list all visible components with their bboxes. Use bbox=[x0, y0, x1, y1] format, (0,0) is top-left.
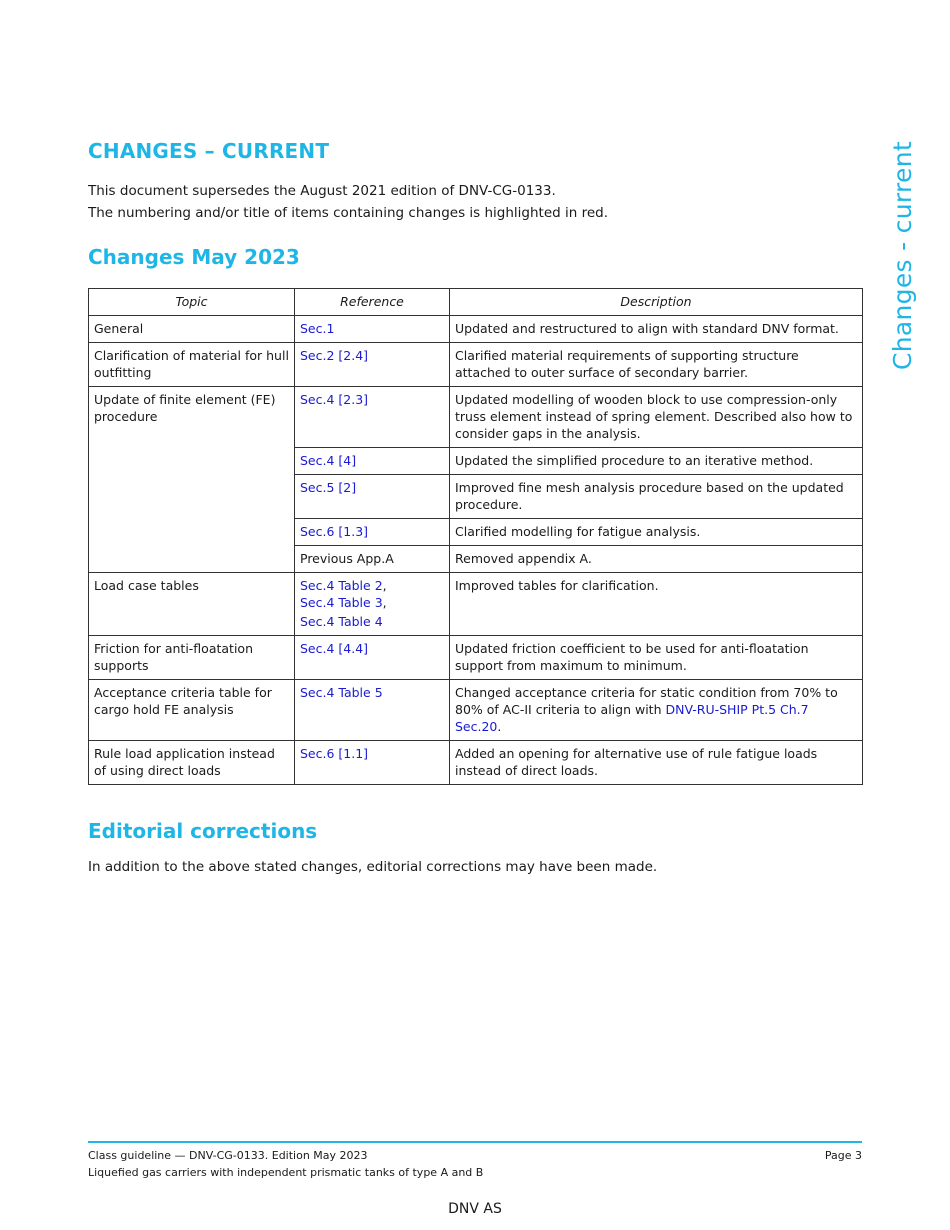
column-header-topic: Topic bbox=[89, 289, 295, 316]
description-cell: Clarified material requirements of supporting structure attached to outer surface of secondary barrier. bbox=[450, 343, 863, 387]
description-cell: Updated the simplified procedure to an iterative method. bbox=[450, 448, 863, 475]
reference-link[interactable]: Sec.4 Table 2 bbox=[300, 578, 383, 593]
intro-line-1: This document supersedes the August 2021 edition of DNV-CG-0133. bbox=[88, 183, 556, 199]
reference-link[interactable]: Sec.4 Table 5 bbox=[300, 685, 383, 700]
company-name: DNV AS bbox=[448, 1201, 502, 1217]
reference-link[interactable]: Sec.5 [2] bbox=[300, 480, 357, 495]
page-title: CHANGES – CURRENT bbox=[88, 139, 330, 163]
topic-cell: Update of finite element (FE) procedure bbox=[89, 387, 295, 448]
page-footer bbox=[88, 1147, 862, 1181]
topic-cell: General bbox=[89, 316, 295, 343]
description-cell: Clarified modelling for fatigue analysis. bbox=[450, 519, 863, 546]
description-cell: Updated friction coefficient to be used for anti-floatation support from maximum to minimum. bbox=[450, 636, 863, 680]
table-row bbox=[89, 636, 863, 680]
reference-text: Previous App.A bbox=[295, 546, 450, 573]
column-header-description: Description bbox=[450, 289, 863, 316]
intro-text bbox=[88, 180, 608, 224]
topic-cell: Rule load application instead of using direct loads bbox=[89, 741, 295, 785]
table-row bbox=[89, 519, 863, 546]
description-cell: Improved tables for clarification. bbox=[450, 573, 863, 636]
table-row bbox=[89, 680, 863, 741]
footer-divider bbox=[88, 1141, 862, 1143]
reference-link[interactable]: Sec.4 Table 4 bbox=[300, 614, 383, 629]
topic-cell: Acceptance criteria table for cargo hold FE analysis bbox=[89, 680, 295, 741]
description-text-end: . bbox=[497, 719, 502, 734]
table-row bbox=[89, 316, 863, 343]
changes-heading: Changes May 2023 bbox=[88, 245, 300, 269]
table-row: Load case tables Sec.4 Table 2, Sec.4 Table 3, Sec.4 Table 4 Improved tables for clarification. bbox=[89, 573, 863, 636]
rule-reference-link[interactable]: DNV-RU-SHIP Pt.5 Ch.7 Sec.20 bbox=[455, 702, 809, 734]
editorial-text: In addition to the above stated changes, editorial corrections may have been made. bbox=[88, 859, 658, 875]
table-row bbox=[89, 448, 863, 475]
reference-link[interactable]: Sec.4 Table 3 bbox=[300, 595, 383, 610]
footer-page-number: Page 3 bbox=[824, 1149, 862, 1162]
topic-cell-empty bbox=[89, 546, 295, 573]
side-section-label: Changes - current bbox=[888, 141, 917, 370]
footer-subtitle: Liquefied gas carriers with independent prismatic tanks of type A and B bbox=[88, 1166, 484, 1179]
description-cell: Removed appendix A. bbox=[450, 546, 863, 573]
table-row bbox=[89, 741, 863, 785]
reference-link[interactable]: Sec.4 [2.3] bbox=[300, 392, 369, 407]
description-text: Changed acceptance criteria for static condition from 70% to 80% of AC-II criteria to align with bbox=[455, 685, 838, 717]
column-header-reference: Reference bbox=[295, 289, 450, 316]
editorial-heading: Editorial corrections bbox=[88, 819, 318, 843]
topic-cell-empty bbox=[89, 475, 295, 519]
reference-link[interactable]: Sec.1 bbox=[300, 321, 335, 336]
reference-link[interactable]: Sec.4 [4.4] bbox=[300, 641, 369, 656]
description-cell: Improved fine mesh analysis procedure based on the updated procedure. bbox=[450, 475, 863, 519]
description-cell: Added an opening for alternative use of rule fatigue loads instead of direct loads. bbox=[450, 741, 863, 785]
description-cell: Updated and restructured to align with standard DNV format. bbox=[450, 316, 863, 343]
topic-cell: Load case tables bbox=[89, 573, 295, 636]
reference-link[interactable]: Sec.6 [1.1] bbox=[300, 746, 369, 761]
topic-cell-empty bbox=[89, 448, 295, 475]
table-row bbox=[89, 546, 863, 573]
topic-cell-empty bbox=[89, 519, 295, 546]
changes-table bbox=[88, 288, 863, 785]
description-cell: Updated modelling of wooden block to use compression-only truss element instead of spring element. Described also how to consider gaps in the analysis. bbox=[450, 387, 863, 448]
table-header-row bbox=[89, 289, 863, 316]
description-cell bbox=[450, 680, 863, 741]
reference-link[interactable]: Sec.4 [4] bbox=[300, 453, 357, 468]
reference-link[interactable]: Sec.6 [1.3] bbox=[300, 524, 369, 539]
intro-line-2: The numbering and/or title of items containing changes is highlighted in red. bbox=[88, 205, 609, 221]
table-row bbox=[89, 475, 863, 519]
reference-link[interactable]: Sec.2 [2.4] bbox=[300, 348, 369, 363]
topic-cell: Friction for anti-floatation supports bbox=[89, 636, 295, 680]
table-row bbox=[89, 387, 863, 448]
table-row bbox=[89, 343, 863, 387]
topic-cell: Clarification of material for hull outfitting bbox=[89, 343, 295, 387]
footer-document-title: Class guideline — DNV-CG-0133. Edition May 2023 bbox=[88, 1149, 368, 1162]
